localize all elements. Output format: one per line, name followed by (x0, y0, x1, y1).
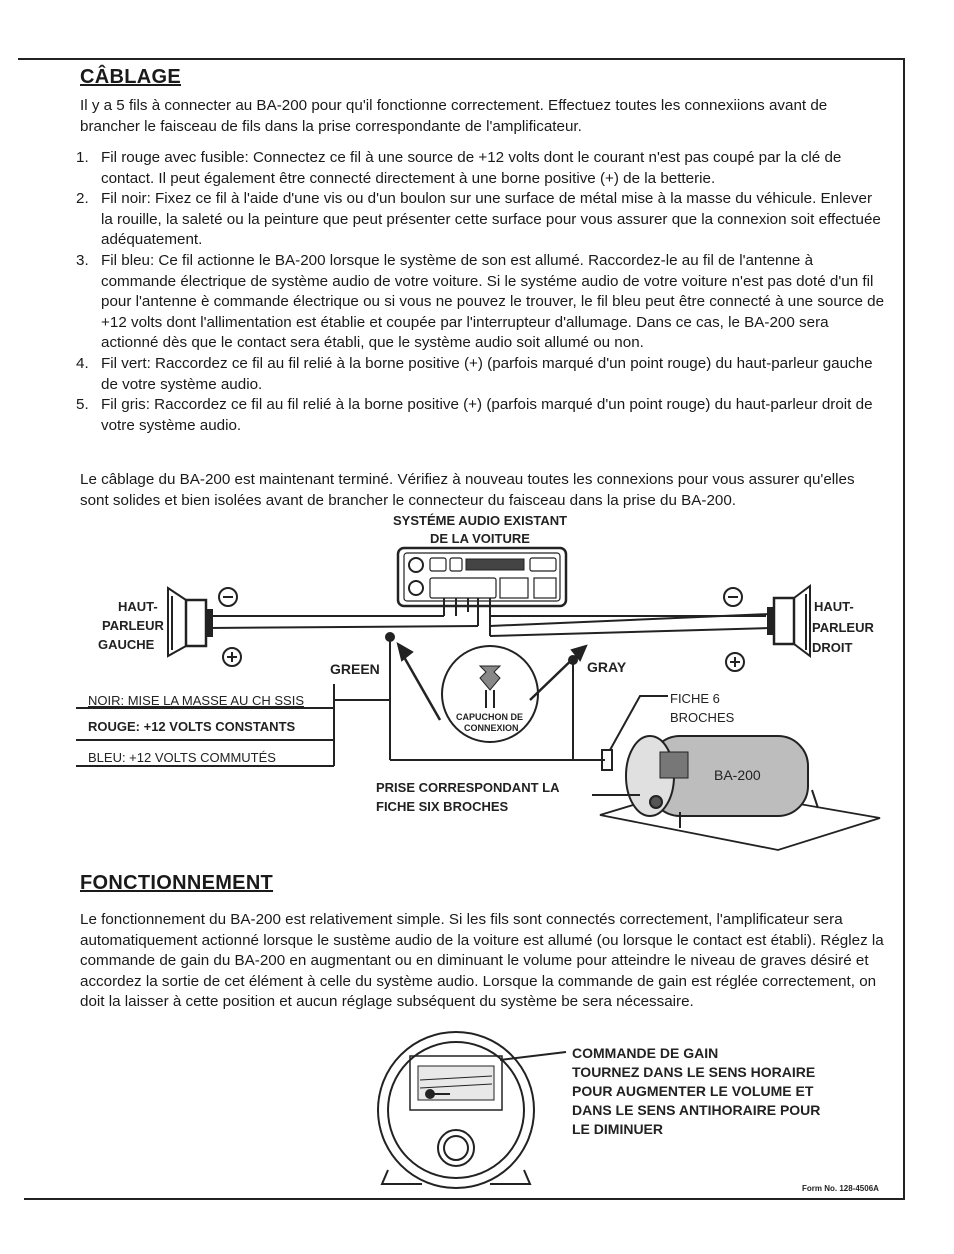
noir-wire-label: NOIR: MISE LA MASSE AU CH SSIS (88, 693, 305, 708)
right-speaker-label-1: HAUT- (814, 599, 854, 614)
fonctionnement-text: Le fonctionnement du BA-200 est relativement simple. Si les fils sont connectés correctement, l'amplificateur sera automatiquement actionné lorsque le sustème audio de la voiture est allumé (ou lorsque le contact est établi). Réglez la commande de gain du BA-200 en augmentant ou en diminuant le volume pour atteindre le niveau de graves désiré et accordez la sortie de cet élément à celle du système audio. Lorsque la commande de gain est réglée correctement, on doit la laisser à cette position et aucun réglage subséquent du système be sera nécessaire. (80, 911, 884, 1011)
cap-label-2: CONNEXION (464, 723, 519, 733)
right-speaker-label-3: DROIT (812, 640, 853, 655)
cablage-outro: Le câblage du BA-200 est maintenant terminé. Vérifiez à nouveau toutes les connexions pour vous assurer qu'elles sont solides et bien isolées avant de brancher le connecteur du faisceau dans la prise du BA-200. (80, 471, 855, 509)
plus-symbol-right (726, 653, 744, 671)
green-wire-label: GREEN (330, 661, 380, 677)
gain-label-5: LE DIMINUER (572, 1121, 663, 1137)
list-item: 5. Fil gris: Raccordez ce fil au fil relié à la borne positive (+) (parfois marqué d'un point rouge) du haut-parleur droit de votre système audio. (76, 396, 873, 434)
amplifier-icon (600, 736, 880, 850)
cablage-intro: Il y a 5 fils à connecter au BA-200 pour qu'il fonctionne correctement. Effectuez toutes les connexiions avant de brancher le faisceau de fils dans la prise correspondante de l'amplificateur. (80, 97, 828, 135)
car-stereo-icon (398, 548, 566, 606)
amplifier-model-label: BA-200 (714, 767, 761, 783)
left-speaker-label-1: HAUT- (118, 599, 158, 614)
minus-symbol-right (724, 588, 742, 606)
head-unit-label-2: DE LA VOITURE (430, 531, 530, 546)
cablage-heading: CÂBLAGE (80, 66, 181, 88)
plug-label-1: FICHE 6 (670, 691, 720, 706)
gain-control-diagram (378, 1032, 566, 1188)
gain-label-4: DANS LE SENS ANTIHORAIRE POUR (572, 1102, 821, 1118)
list-item: 1. Fil rouge avec fusible: Connectez ce fil à une source de +12 volts dont le courant n'est pas coupé par la clé de contact. Il peut également être connecté directement à une borne positive (+) de la betterie. (76, 149, 842, 187)
plus-symbol-left (223, 648, 241, 666)
gain-label-2: TOURNEZ DANS LE SENS HORAIRE (572, 1064, 816, 1080)
list-item: 4. Fil vert: Raccordez ce fil au fil relié à la borne positive (+) (parfois marqué d'un point rouge) du haut-parleur gauche de votre système audio. (76, 354, 873, 393)
gain-label-3: POUR AUGMENTER LE VOLUME ET (572, 1083, 814, 1099)
minus-symbol-left (219, 588, 237, 606)
bleu-wire-label: BLEU: +12 VOLTS COMMUTÉS (88, 750, 276, 765)
left-speaker-icon (168, 588, 212, 656)
left-speaker-label-3: GAUCHE (98, 637, 155, 652)
right-speaker-icon (768, 586, 810, 656)
plug-label-2: BROCHES (670, 710, 735, 725)
socket-label-2: FICHE SIX BROCHES (376, 799, 509, 814)
fonctionnement-heading: FONCTIONNEMENT (80, 872, 274, 894)
cap-label-1: CAPUCHON DE (456, 712, 524, 722)
left-speaker-label-2: PARLEUR (102, 618, 164, 633)
gray-wire-label: GRAY (587, 659, 627, 675)
socket-label-1: PRISE CORRESPONDANT LA (376, 780, 560, 795)
list-item: 2. Fil noir: Fixez ce fil à l'aide d'une vis ou d'un boulon sur une surface de métal mise à la masse du véhicule. Enlever la rouille, la saleté ou la peinture que peut présenter cette surface pour vous assurer que la connexion soit effectuée adéquatement. (76, 190, 881, 249)
head-unit-label-1: SYSTÉME AUDIO EXISTANT (393, 513, 568, 528)
gain-label-1: COMMANDE DE GAIN (572, 1045, 719, 1061)
list-item: 3. Fil bleu: Ce fil actionne le BA-200 lorsque le système de son est allumé. Raccordez-le au fil de l'antenne à commande électrique de système audio de votre voiture. Si le systéme audio de votre voiture n'est pas doté d'un fil pour l'antenne è commande électrique ou si vous ne pouvez le trouver, le fil bleu peut être connecté à une source de +12 volts dont l'allimentation est établie et coupée par l'interrupteur d'allumage. Dans ce cas, le BA-200 sera actionné dès que le contact sera établi, que le système audio soit allumé ou non. (76, 251, 885, 352)
rouge-wire-label: ROUGE: +12 VOLTS CONSTANTS (88, 719, 296, 734)
form-number: Form No. 128-4506A (802, 1184, 879, 1193)
right-speaker-label-2: PARLEUR (812, 620, 874, 635)
